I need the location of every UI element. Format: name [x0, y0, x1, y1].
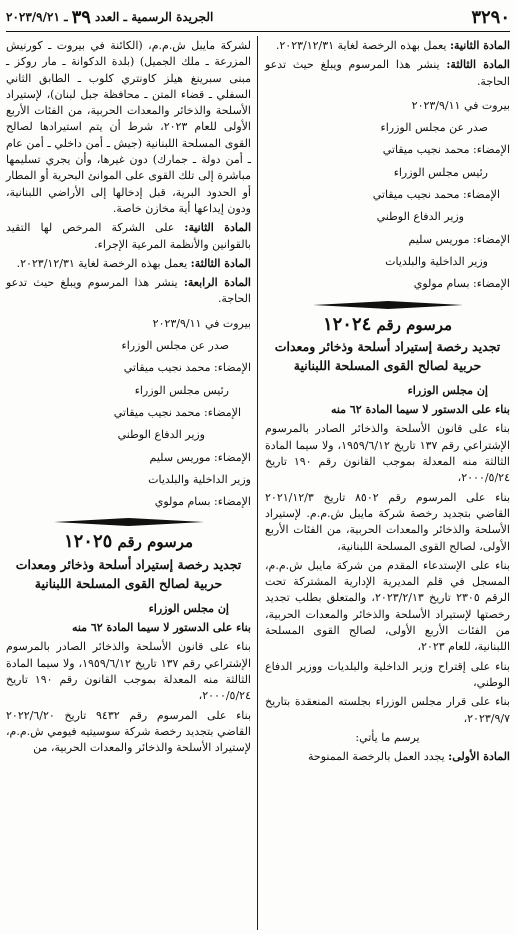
gazette-issue-line	[6, 7, 213, 28]
signature: الإمضاء: بسام مولوي	[413, 277, 510, 291]
issue-date: ـ ٢٠٢٣/٩/٢١	[6, 10, 68, 24]
article-paragraph: المادة الثانية: يعمل بهذه الرخصة لغاية ٢٠٢٣/١٢/٣١.	[275, 39, 510, 52]
signatory-title: رئيس مجلس الوزراء	[393, 165, 488, 179]
article-paragraph: المادة الرابعة: ينشر هذا المرسوم ويبلغ حيث تدعو الحاجة.	[6, 276, 251, 306]
basis-paragraph: بناء على قانون الأسلحة والذخائر الصادر بالمرسوم الإشتراعي رقم ١٣٧ تاريخ ١٩٥٩/٦/١٢، ولا سيما المادة الثالثة منه المعدلة بموجب القانون رقم ١٩٠ تاريخ ٢٠٠٠/٥/٢٤،	[265, 422, 511, 485]
section-separator	[6, 518, 251, 526]
column-divider	[257, 36, 258, 930]
right-column	[265, 38, 510, 768]
section-separator	[265, 301, 510, 309]
page-header	[6, 4, 510, 30]
article-label: المادة الثالثة:	[446, 58, 510, 72]
separator-ornament	[313, 301, 463, 309]
decree-title	[265, 313, 510, 335]
signature: الإمضاء: بسام مولوي	[154, 495, 251, 509]
decrees-line: يرسم ما يأتي:	[355, 730, 420, 744]
decree-title-prefix: مرسوم رقم	[117, 533, 194, 552]
decree-title	[6, 531, 251, 553]
article-label: المادة الرابعة:	[183, 276, 251, 290]
signatory-title: رئيس مجلس الوزراء	[134, 383, 229, 397]
article-paragraph: المادة الثانية: على الشركة المرخص لها التقيد بالقوانين والأنظمة المرعية الإجراء.	[6, 221, 252, 251]
basis-paragraph: بناء على المرسوم رقم ٨٥٠٢ تاريخ ٢٠٢١/١٢/٣ القاضي بتجديد رخصة شركة مايبل ش.م.م. لإستيراد الأسلحة والذخائر والمعدات الحربية، من الفئات الأربع الأولى، لصالح القوى المسلحة اللبنانية،	[265, 490, 510, 553]
basis-paragraph: بناء على قرار مجلس الوزراء بجلسته المنعقدة بتاريخ ٢٠٢٣/٩/٧،	[265, 695, 510, 725]
council-heading: إن مجلس الوزراء	[407, 383, 488, 397]
signatory-title: وزير الدفاع الوطني	[376, 210, 464, 224]
signature: الإمضاء: محمد نجيب ميقاتي	[113, 405, 241, 419]
basis-paragraph: بناء على قانون الأسلحة والذخائر الصادر بالمرسوم الإشتراعي رقم ١٣٧ تاريخ ١٩٥٩/٦/١٢، ولا سيما المادة الثالثة منه المعدلة بموجب القانون رقم ١٩٠ تاريخ ٢٠٠٠/٥/٢٤،	[6, 640, 252, 703]
gazette-name: الجريدة الرسمية ـ العدد	[94, 10, 214, 24]
basis-paragraph: بناء على المرسوم رقم ٩٤٣٢ تاريخ ٢٠٢٢/٦/٢٠ القاضي بتجديد رخصة شركة سوسيتيه فيومي ش.م.م، لإستيراد الأسلحة والذخائر والمعدات الحربية، من	[6, 708, 251, 755]
signature: الإمضاء: موريس سليم	[149, 450, 251, 464]
issue-number: ٣٩	[71, 6, 91, 28]
decree-subject: تجديد رخصة إستيراد أسلحة وذخائر ومعدات حربية لصالح القوى المسلحة اللبنانية	[274, 338, 501, 373]
article-paragraph: المادة الأولى: يجدد العمل بالرخصة الممنوحة	[308, 750, 510, 764]
signature: الإمضاء: محمد نجيب ميقاتي	[372, 188, 500, 202]
page-number: ٣٢٩٠	[471, 6, 510, 28]
article-label: المادة الثانية:	[449, 39, 510, 52]
article-paragraph: المادة الثالثة: ينشر هذا المرسوم ويبلغ حيث تدعو الحاجة.	[265, 58, 510, 88]
article-paragraph: المادة الثالثة: يعمل بهذه الرخصة لغاية ٢٠٢٣/١٢/٣١.	[16, 256, 251, 270]
council-heading: إن مجلس الوزراء	[148, 601, 229, 615]
issued-by: صدر عن مجلس الوزراء	[121, 339, 229, 353]
header-rule	[6, 31, 510, 32]
signature: الإمضاء: محمد نجيب ميقاتي	[123, 361, 251, 375]
signatory-title: وزير الداخلية والبلديات	[148, 472, 251, 486]
signature: الإمضاء: موريس سليم	[408, 232, 510, 246]
article-label: المادة الأولى:	[448, 750, 510, 764]
signatory-title: وزير الدفاع الوطني	[117, 428, 205, 442]
decree-number: ١٢٠٢٥	[63, 531, 113, 553]
left-column	[6, 38, 251, 759]
place-date: بيروت في ٢٠٢٣/٩/١١	[411, 98, 510, 112]
article-label: المادة الثالثة:	[190, 256, 251, 270]
issued-by: صدر عن مجلس الوزراء	[380, 121, 488, 135]
separator-ornament	[54, 518, 204, 526]
decree-number: ١٢٠٢٤	[322, 313, 372, 335]
article-label: المادة الثانية:	[184, 221, 252, 235]
basis-paragraph: بناء على الإستدعاء المقدم من شركة مايبل ش.م.م، المسجل في قلم المديرية الإدارية المشتركة تحت الرقم ٢٣٠٥ تاريخ ٢٠٢٣/٢/١٣، والمتعلق بطلب تجديد رخصتها لإستيراد الأسلحة والذخائر والمعدات الحربية، من الفئات الأربع الأولى، لصالح القوى المسلحة اللبنانية، للعام ٢٠٢٣،	[265, 558, 510, 654]
continuation-paragraph: لشركة مايبل ش.م.م، (الكائنة في بيروت ـ كورنيش المزرعة ـ ملك الجميل) (بلدة الدكوانة ـ مار روكز ـ مبنى سبرينغ هيلز كاونتري كلوب ـ الطابق الثاني السفلي ـ قضاء المتن ـ محافظة جبل لبنان)، لإستيراد الأسلحة والذخائر والمعدات الحربية، من الفئات الأربع الأولى للعام ٢٠٢٣، شرط أن يتم استيرادها لصالح القوى المسلحة اللبنانية (جيش ـ أمن داخلي ـ أمن عام ـ أمن دولة ـ جمارك) دون غيرها، وأن يجري تسليمها مباشرة إلى تلك القوى على الموانئ البحرية أو المطار أو الحدود البرية، قبل إدخالها إلى الأراضي اللبنانية، ودون إيداعها أية مخازن خاصة.	[6, 39, 251, 215]
signatory-title: وزير الداخلية والبلديات	[385, 254, 488, 268]
signature: الإمضاء: محمد نجيب ميقاتي	[382, 143, 510, 157]
constitution-basis: بناء على الدستور لا سيما المادة ٦٢ منه	[71, 621, 251, 635]
decree-title-prefix: مرسوم رقم	[376, 315, 453, 334]
decree-subject: تجديد رخصة إستيراد أسلحة وذخائر ومعدات حربية لصالح القوى المسلحة اللبنانية	[15, 556, 242, 591]
place-date: بيروت في ٢٠٢٣/٩/١١	[152, 316, 251, 330]
constitution-basis: بناء على الدستور لا سيما المادة ٦٢ منه	[330, 403, 510, 417]
basis-paragraph: بناء على إقتراح وزير الداخلية والبلديات ووزير الدفاع الوطني،	[265, 659, 510, 689]
